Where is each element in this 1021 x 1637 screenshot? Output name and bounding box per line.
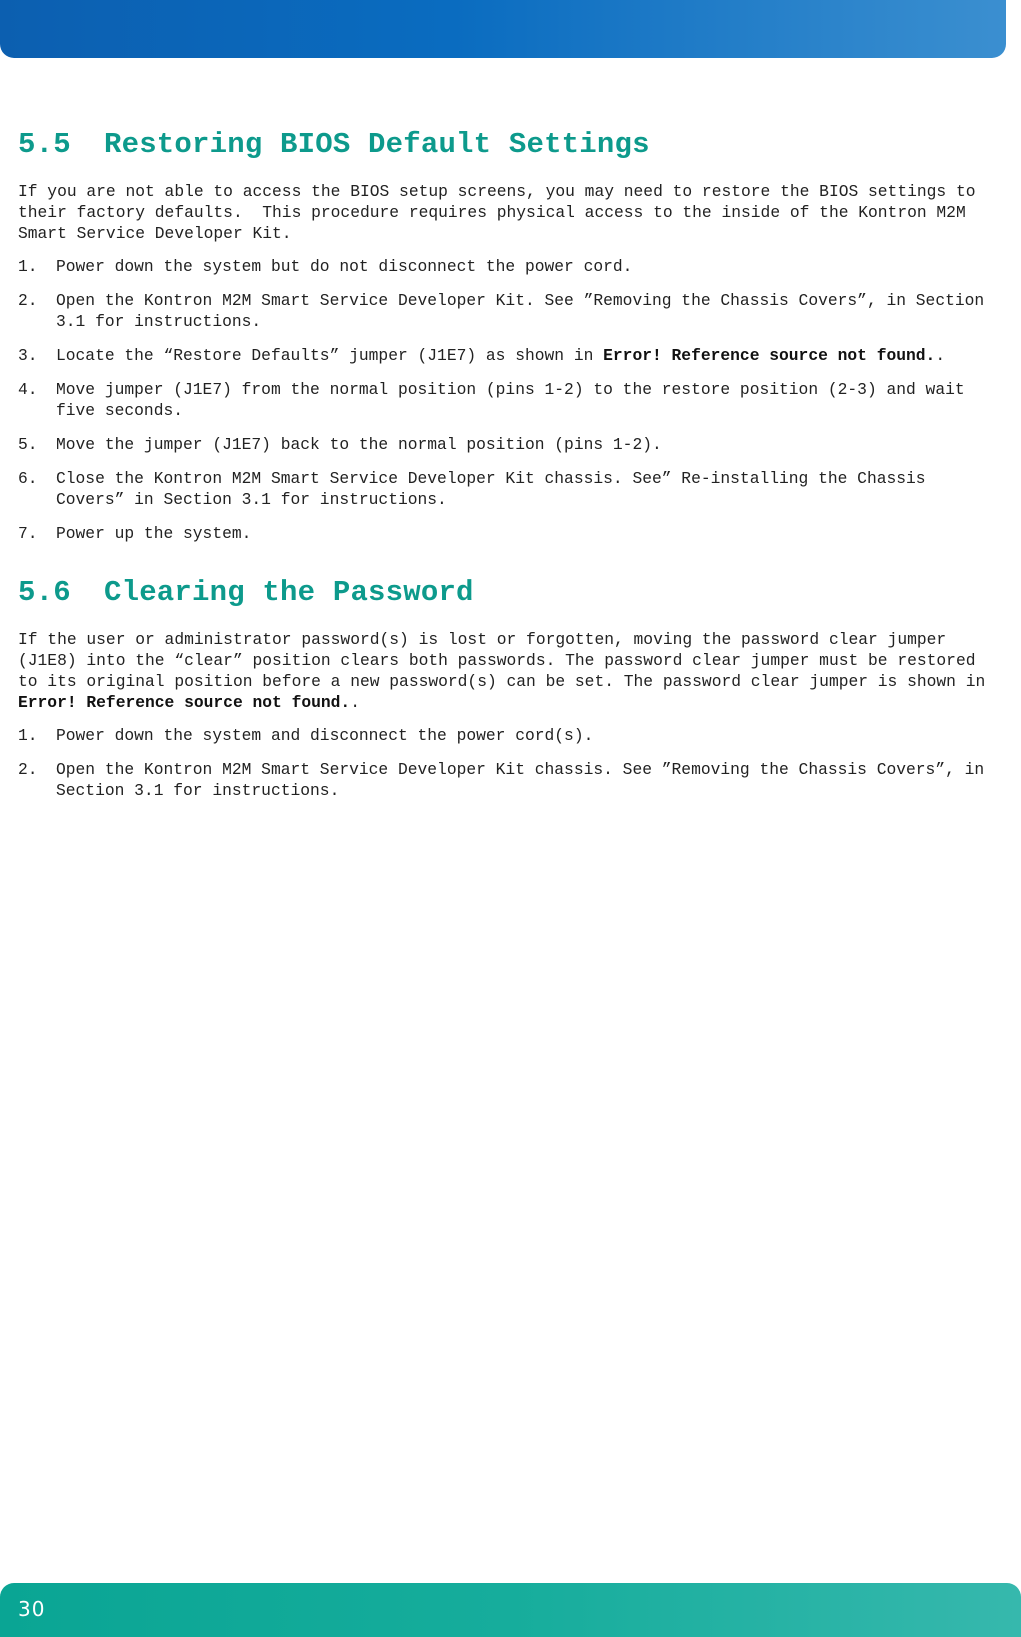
- procedure-list: [18, 725, 998, 801]
- footer-banner: [0, 1583, 1021, 1637]
- list-item: [18, 345, 998, 366]
- section-intro: [18, 629, 998, 713]
- step-number: 1.: [18, 726, 38, 745]
- step-text: Close the Kontron M2M Smart Service Developer Kit chassis. See” Re-installing the Chassis Covers” in Section 3.1 for instructions.: [56, 469, 926, 509]
- step-number: 6.: [18, 469, 38, 488]
- step-text: Power up the system.: [56, 524, 252, 543]
- section-number: 5.5: [18, 128, 71, 161]
- intro-text-after: .: [350, 693, 360, 712]
- list-item: [18, 290, 998, 332]
- step-text: Open the Kontron M2M Smart Service Developer Kit. See ”Removing the Chassis Covers”, in Section 3.1 for instructions.: [56, 291, 985, 331]
- list-item: [18, 379, 998, 421]
- section-title: Clearing the Password: [104, 576, 474, 609]
- list-item: [18, 725, 998, 746]
- step-number: 4.: [18, 380, 38, 399]
- list-item: [18, 434, 998, 455]
- step-number: 2.: [18, 291, 38, 310]
- step-number: 7.: [18, 524, 38, 543]
- step-number: 1.: [18, 257, 38, 276]
- step-text-after: .: [935, 346, 946, 365]
- step-text: Move jumper (J1E7) from the normal position (pins 1-2) to the restore position (2-3) and wait five seconds.: [56, 380, 965, 420]
- step-number: 3.: [18, 346, 38, 365]
- section-intro: If you are not able to access the BIOS setup screens, you may need to restore the BIOS settings to their factory defaults. This procedure requires physical access to the inside of the Kontron M2M Smart Service Developer Kit.: [18, 182, 986, 243]
- section-number: 5.6: [18, 576, 71, 609]
- header-banner: [0, 0, 1006, 58]
- section-heading: [18, 576, 998, 609]
- section-heading: [18, 128, 998, 161]
- reference-error-text: Error! Reference source not found.: [18, 693, 351, 712]
- list-item: [18, 256, 998, 277]
- step-number: 2.: [18, 760, 38, 779]
- section-5-5: [18, 128, 998, 544]
- reference-error-text: Error! Reference source not found.: [603, 346, 936, 365]
- step-text: Open the Kontron M2M Smart Service Developer Kit chassis. See ”Removing the Chassis Covers”, in Section 3.1 for instructions.: [56, 760, 985, 800]
- step-text: Power down the system and disconnect the power cord(s).: [56, 726, 594, 745]
- section-5-6: [18, 576, 998, 801]
- step-text: Move the jumper (J1E7) back to the normal position (pins 1-2).: [56, 435, 662, 454]
- step-number: 5.: [18, 435, 38, 454]
- list-item: [18, 523, 998, 544]
- step-text: Locate the “Restore Defaults” jumper (J1E7) as shown in: [56, 346, 604, 365]
- intro-text: If the user or administrator password(s) is lost or forgotten, moving the password clear jumper (J1E8) into the “clear” position clears both passwords. The password clear jumper must be restored to its original position before a new password(s) can be set. The password clear jumper is shown in: [18, 630, 996, 691]
- step-text: Power down the system but do not disconnect the power cord.: [56, 257, 633, 276]
- page-number: 30: [18, 1597, 46, 1621]
- list-item: [18, 468, 998, 510]
- section-title: Restoring BIOS Default Settings: [104, 128, 650, 161]
- list-item: [18, 759, 998, 801]
- document-body: [18, 128, 998, 814]
- procedure-list: [18, 256, 998, 544]
